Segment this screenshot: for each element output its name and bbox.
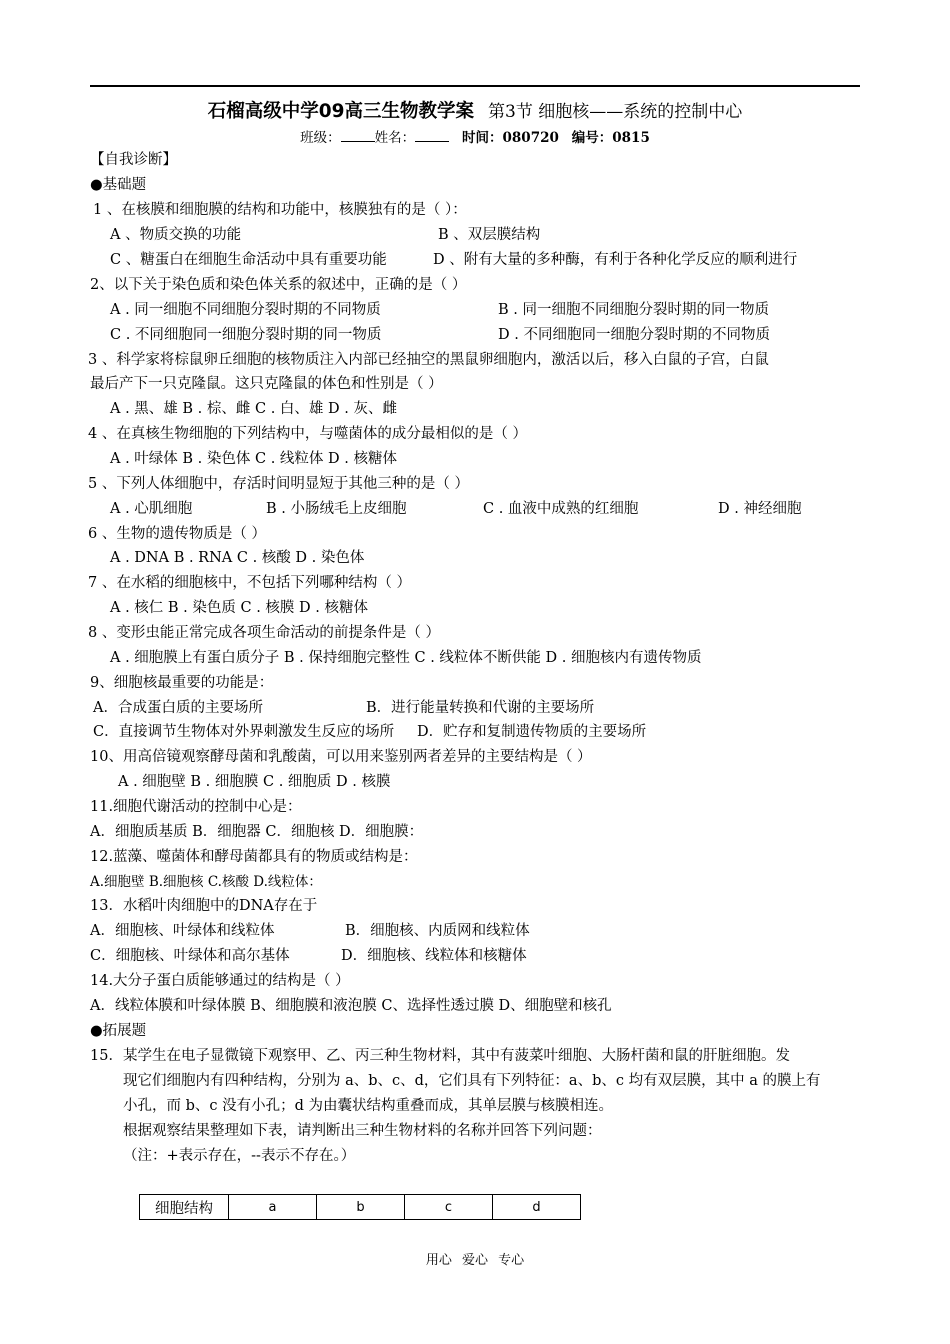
q1-option-d: D 、附有大量的多种酶，有利于各种化学反应的顺利进行 [433, 252, 798, 268]
q13-option-a: A．细胞核、叶绿体和线粒体 [90, 923, 275, 939]
q15-line3: 小孔，而 b、c 没有小孔；d 为由囊状结构重叠而成，其单层膜与核膜相连。 [123, 1098, 614, 1114]
q1-option-a: A 、物质交换的功能 [110, 227, 242, 243]
page-footer: 用心 爱心 专心 [425, 1253, 525, 1268]
q15-note: （注：+表示存在，--表示不存在。） [123, 1148, 356, 1164]
table-col-a: a [229, 1195, 317, 1220]
q5-option-b: B . 小肠绒毛上皮细胞 [266, 501, 407, 517]
q10-options: A . 细胞壁 B . 细胞膜 C . 细胞质 D . 核膜 [118, 774, 391, 790]
q8-stem: 8 、变形虫能正常完成各项生命活动的前提条件是（ ） [88, 625, 440, 641]
q2-stem: 2、以下关于染色质和染色体关系的叙述中，正确的是（ ） [90, 277, 467, 293]
q9-stem: 9、细胞核最重要的功能是： [90, 675, 274, 691]
school-title: 石榴高级中学09高三生物教学案 [207, 101, 474, 122]
q5-stem: 5 、下列人体细胞中，存活时间明显短于其他三种的是（ ） [88, 476, 469, 492]
q1-option-c: C 、糖蛋白在细胞生命活动中具有重要功能 [110, 252, 387, 268]
q2-option-c: C . 不同细胞同一细胞分裂时期的同一物质 [110, 327, 382, 343]
q9-option-b: B．进行能量转换和代谢的主要场所 [366, 700, 595, 716]
q13-option-c: C．细胞核、叶绿体和高尔基体 [90, 948, 290, 964]
table-col-b: b [317, 1195, 405, 1220]
q15-line2: 现它们细胞内有四种结构，分别为 a、b、c、d，它们具有下列特征：a、b、c 均有双层膜，其中 a 的膜上有 [123, 1073, 821, 1089]
q13-option-b: B．细胞核、内质网和线粒体 [345, 923, 530, 939]
section-basic: ●基础题 [90, 177, 147, 193]
section-self-diagnosis: 【自我诊断】 [90, 152, 177, 168]
q9-option-c: C．直接调节生物体对外界刺激发生反应的场所 [93, 724, 395, 740]
q12-options: A.细胞壁 B.细胞核 C.核酸 D.线粒体： [90, 874, 322, 890]
q3-stem-line1: 3 、科学家将棕鼠卵丘细胞的核物质注入内部已经抽空的黑鼠卵细胞内，激活以后，移入白鼠的子宫，白鼠 [88, 352, 769, 368]
q5-option-d: D . 神经细胞 [718, 501, 802, 517]
q14-options: A．线粒体膜和叶绿体膜 B、细胞膜和液泡膜 C、选择性透过膜 D、细胞壁和核孔 [90, 998, 612, 1014]
q11-stem: 11.细胞代谢活动的控制中心是： [90, 799, 302, 815]
table-header-cell: 细胞结构 [140, 1195, 229, 1220]
section-extension: ●拓展题 [90, 1023, 147, 1039]
q6-stem: 6 、生物的遗传物质是（ ） [88, 526, 266, 542]
table-col-d: d [493, 1195, 581, 1220]
q3-options: A . 黑、雄 B . 棕、雌 C . 白、雄 D . 灰、雌 [110, 401, 397, 417]
cell-structure-table [139, 1194, 581, 1220]
code-value: 0815 [612, 130, 650, 146]
q9-option-a: A．合成蛋白质的主要场所 [93, 700, 263, 716]
q5-option-c: C . 血液中成熟的红细胞 [483, 501, 639, 517]
q4-stem: 4 、在真核生物细胞的下列结构中，与噬菌体的成分最相似的是（ ） [88, 426, 527, 442]
section-title: 第3节 细胞核——系统的控制中心 [488, 102, 743, 122]
time-label: 时间： [462, 130, 503, 146]
q1-option-b: B 、双层膜结构 [438, 227, 541, 243]
q10-stem: 10、用高倍镜观察酵母菌和乳酸菌，可以用来鉴别两者差异的主要结构是（ ） [90, 749, 592, 765]
q6-options: A . DNA B . RNA C . 核酸 D . 染色体 [110, 550, 365, 566]
class-blank [341, 130, 375, 142]
q3-stem-line2: 最后产下一只克隆鼠。这只克隆鼠的体色和性别是（ ） [90, 376, 443, 392]
q13-stem: 13．水稻叶肉细胞中的DNA存在于 [90, 898, 318, 914]
page-title [0, 97, 950, 123]
name-label: 姓名： [374, 130, 416, 146]
q13-option-d: D．细胞核、线粒体和核糖体 [341, 948, 527, 964]
q7-stem: 7 、在水稻的细胞核中，不包括下列哪种结构（ ） [88, 575, 411, 591]
info-line [0, 126, 950, 146]
q12-stem: 12.蓝藻、噬菌体和酵母菌都具有的物质或结构是： [90, 849, 418, 865]
table-col-c: c [405, 1195, 493, 1220]
q5-option-a: A . 心肌细胞 [110, 501, 193, 517]
table-row [140, 1195, 581, 1220]
q15-line4: 根据观察结果整理如下表，请判断出三种生物材料的名称并回答下列问题： [123, 1123, 602, 1139]
q14-stem: 14.大分子蛋白质能够通过的结构是（ ） [90, 973, 350, 989]
q11-options: A．细胞质基质 B．细胞器 C．细胞核 D．细胞膜： [90, 824, 424, 840]
q9-option-d: D．贮存和复制遗传物质的主要场所 [417, 724, 647, 740]
q8-options: A . 细胞膜上有蛋白质分子 B . 保持细胞完整性 C . 线粒体不断供能 D . 细胞核内有遗传物质 [110, 650, 702, 666]
q2-option-a: A . 同一细胞不同细胞分裂时期的不同物质 [110, 302, 381, 318]
class-label: 班级： [300, 130, 341, 146]
q2-option-b: B . 同一细胞不同细胞分裂时期的同一物质 [498, 302, 769, 318]
q7-options: A . 核仁 B . 染色质 C . 核膜 D . 核糖体 [110, 600, 368, 616]
name-blank [415, 130, 449, 142]
q1-stem: 1 、在核膜和细胞膜的结构和功能中，核膜独有的是（ ）： [93, 202, 467, 218]
top-rule [90, 85, 860, 87]
q15-line1: 15．某学生在电子显微镜下观察甲、乙、丙三种生物材料，其中有菠菜叶细胞、大肠杆菌和鼠的肝脏细胞。发 [90, 1048, 790, 1064]
q4-options: A . 叶绿体 B . 染色体 C . 线粒体 D . 核糖体 [110, 451, 397, 467]
time-value: 080720 [502, 130, 559, 146]
code-label: 编号： [571, 130, 613, 146]
q2-option-d: D . 不同细胞同一细胞分裂时期的不同物质 [498, 327, 770, 343]
